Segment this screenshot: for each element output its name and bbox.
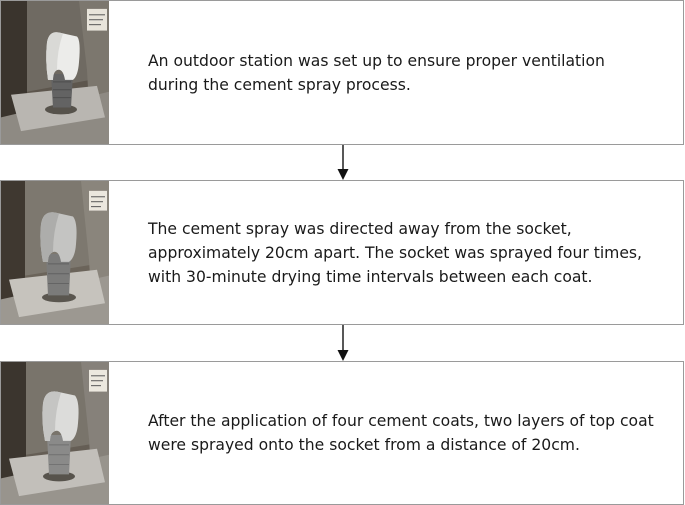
step-3-text [148,409,677,457]
arrow-down-icon [335,145,351,180]
step-2-line-3: with 30-minute drying time intervals between each coat. [148,267,593,286]
step-box-1 [0,0,684,145]
step-3-line-1: After the application of four cement coats, two layers of top coat [148,412,654,430]
step-1-photo [1,1,109,144]
step-3-line-2: were sprayed onto the socket from a distance of 20cm. [148,436,580,454]
socket-station-image [1,1,109,144]
step-2-text [148,217,677,289]
step-3-photo [1,362,109,504]
socket-topcoat-image [1,362,109,504]
flow-arrow-2 [335,325,351,361]
step-2-line-2: approximately 20cm apart. The socket was sprayed four times, [148,243,643,262]
step-1-line-2: during the cement spray process. [148,75,411,94]
step-box-2 [0,180,684,325]
flow-arrow-1 [335,145,351,180]
step-1-text [148,49,677,97]
step-1-line-1: An outdoor station was set up to ensure proper ventilation [148,51,605,70]
arrow-down-icon [335,325,351,361]
socket-spray-image [1,181,109,324]
step-box-3 [0,361,684,505]
step-2-photo [1,181,109,324]
step-2-line-1: The cement spray was directed away from the socket, [148,219,572,238]
